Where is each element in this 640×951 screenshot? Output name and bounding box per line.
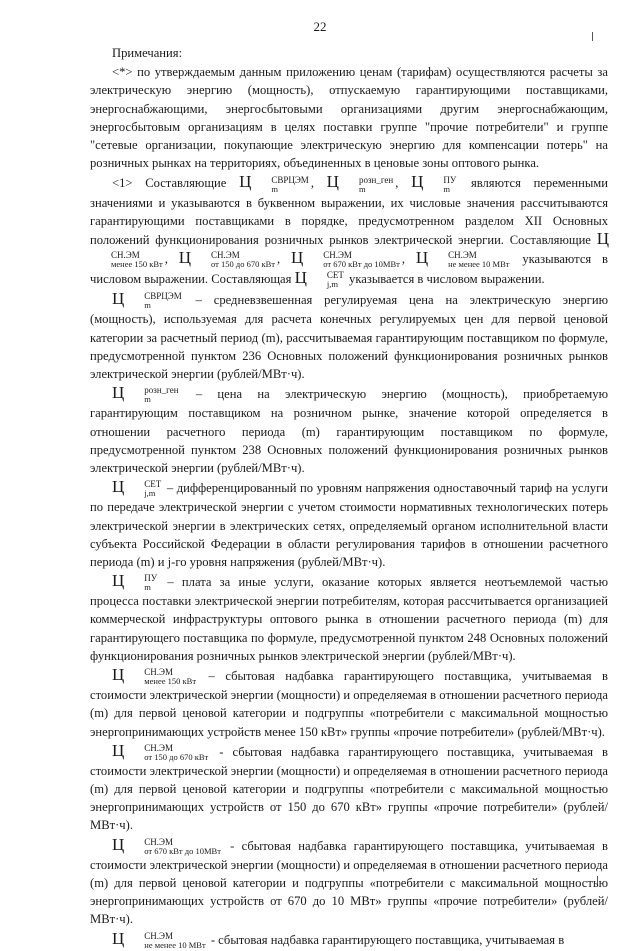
symbol-ts: Ц (112, 571, 124, 591)
index-stack: ПУ m (144, 573, 158, 593)
index-stack: СН.ЭМ не менее 10 МВт (448, 250, 510, 270)
symbol-ts: Ц (411, 172, 423, 192)
note-1-after-sbyt: указываются в числовом выражении. (90, 252, 608, 287)
symbol-ts: Ц (326, 172, 338, 192)
definition-text: - сбытовая надбавка гарантирующего поставщика, учитываемая в стоимости электрической энергии (мощности) и определяемая в отношении расчетного периода (m) для первой ценовой категории и подгруппы «потребители с максимальной мощностью энергопринимающих устройств от 150 до 670 кВт» группы «прочие потребители» (рублей/МВт·ч). (90, 744, 608, 833)
note-1-middle: являются переменными значениями и указываются в буквенном выражении, их числовые значения рассчитываются гарантирующими поставщиками в порядке, предусмотренном разделом XII Основных положений функционирования розничных рынков электрической энергии. Составляющие (90, 176, 608, 247)
symbol-ts: Ц (239, 172, 251, 192)
index-stack: СН.ЭМ менее 150 кВт (111, 250, 163, 270)
symbol-ts: Ц (112, 740, 124, 760)
symbol-ts: Ц (178, 248, 191, 268)
definition-roz (90, 384, 608, 477)
definition-sv (90, 290, 608, 383)
definition-sbyt-10 (90, 930, 608, 950)
definition-text: - сбытовая надбавка гарантирующего поставщика, учитываемая в стоимости электрической энергии (мощности) и определяемая в отношении расчетного периода (m) для первой ценовой категории и подгруппы «потребители с максимальной мощностью энергопринимающих устройств от 670 до 10 МВт» группы «прочие потребители» (рублей/МВт·ч). (90, 838, 608, 927)
index-stack: розн_ген m (358, 174, 394, 194)
definition-text: – дифференцированный по уровням напряжения одноставочный тариф на услуги по передаче электрической энергии с учетом стоимости нормативных технологических потерь электрической энергии в электрических сетях, определяемый органом исполнительной власти субъекта Российской Федерации в области регулирования тарифов в отношении расчетного периода (m) и j-го уровня напряжения (рублей/МВт·ч). (90, 481, 608, 569)
note-1-set-start: Составляющая (211, 272, 292, 287)
definition-sbyt-670-10 (90, 836, 608, 929)
index-stack: СН.ЭМ менее 150 кВт (144, 667, 197, 687)
index-stack: СН.ЭМ от 670 кВт до 10МВт (144, 836, 221, 856)
index-stack: СН.ЭМ от 150 до 670 кВт (211, 250, 275, 270)
symbol-ts: Ц (112, 289, 124, 309)
index-stack: СН.ЭМ от 670 кВт до 10МВт (323, 250, 400, 270)
definition-sbyt-150 (90, 666, 608, 741)
index-stack: розн_ген m (144, 385, 179, 405)
index-stack: СВРЦЭМ m (144, 291, 182, 311)
symbol-ts: Ц (290, 248, 303, 268)
symbol-ts: Ц (112, 665, 124, 685)
note-star: <*> по утверждаемым данным приложению ценам (тарифам) осуществляются расчеты за электрическую энергию (мощность), отпускаемую гарантирующими поставщиками, энергоснабжающими, энергосбытовыми организациями другим энергоснабжающим, энергосбытовым организациям в целях поставки группе "прочие потребители" и группе "сетевые организации, покупающие электрическую энергию для компенсации потерь" на розничных рынках на территориях, объединенных в ценовые зоны оптового рынка. (90, 65, 608, 171)
index-stack: ПУ m (443, 174, 457, 194)
notes-heading: Примечания: (112, 46, 183, 60)
symbol-ts: Ц (112, 383, 124, 403)
index-stack: СВРЦЭМ m (271, 174, 309, 194)
document-body (90, 44, 608, 951)
symbol-ts: Ц (294, 268, 306, 288)
index-stack: СН.ЭМ от 150 до 670 кВт (144, 742, 209, 762)
symbol-ts: Ц (112, 834, 124, 854)
definition-text: – средневзвешенная регулируемая цена на электрическую энергию (мощность), используемая для расчета конечных регулируемых цен для первой ценовой категории за расчетный период (m), рассчитываемая гарантирующим поставщиком по формуле, предусмотренной пунктом 236 Основных положений функционирования розничных рынков электрической энергии (рублей/МВт·ч). (90, 293, 608, 382)
note-1-set-end: указывается в числовом выражении. (349, 272, 545, 287)
page-number: 22 (313, 19, 327, 34)
index-stack: СН.ЭМ не менее 10 МВт (144, 930, 206, 950)
note-1: <1> Составляющие Ц СВРЦЭМ m , Ц розн_ген m , Ц ПУ m являются переменными значениями и указываются в буквенном выражении, их числовые значения рассчитываются гарантирующими поставщиками в порядке, предусмотренном разделом XII Основных положений функционирования розничных рынков электрической энергии. Составляющие Ц СН.ЭМ менее 150 кВт , Ц СН.ЭМ от 150 до 670 кВт , Ц СН.ЭМ от 670 кВт до 10МВт , Ц СН.ЭМ не менее 10 МВт указываются в числовом выражении. Составляющая Ц СЕТ j,m указывается в числовом выражении. (90, 172, 608, 290)
symbol-ts: Ц (415, 248, 428, 268)
symbol-ts: Ц (112, 928, 124, 948)
definition-sbyt-150-670 (90, 742, 608, 835)
definition-text: – сбытовая надбавка гарантирующего поставщика, учитываемая в стоимости электрической энергии (мощности) и определяемая в отношении расчетного периода (m) для первой ценовой категории и подгруппы «потребители с максимальной мощностью энергопринимающих устройств менее 150 кВт» группы «прочие потребители» (рублей/МВт·ч). (90, 669, 609, 739)
definition-text: – цена на электрическую энергию (мощность), приобретаемую гарантирующим поставщиком на розничном рынке, значение которой определяется в отношении расчетного периода (m) гарантирующим поставщиком по формуле, предусмотренной пунктом 238 Основных положений функционирования розничных рынков электрической энергии (рублей/МВт·ч). (90, 387, 608, 475)
index-stack: СЕТ j,m (326, 270, 344, 290)
definition-set (90, 478, 608, 571)
symbol-ts: Ц (596, 228, 608, 248)
margin-mark (592, 32, 593, 41)
definition-text: – плата за иные услуги, оказание которых является неотъемлемой частью процесса поставки электрической энергии потребителям, которая рассчитывается организацией коммерческой инфраструктуры оптового рынка в отношении расчетного периода (m) для гарантирующего поставщика по формуле, предусмотренной пунктом 248 Основных положений функционирования розничных рынков электрической энергии (рублей/МВт·ч). (90, 575, 608, 663)
definition-text: - сбытовая надбавка гарантирующего поставщика, учитываемая в (210, 932, 565, 947)
note-1-start: <1> Составляющие (112, 176, 227, 191)
symbol-ts: Ц (112, 477, 124, 497)
index-stack: СЕТ j,m (144, 479, 162, 499)
definition-pu (90, 572, 608, 665)
